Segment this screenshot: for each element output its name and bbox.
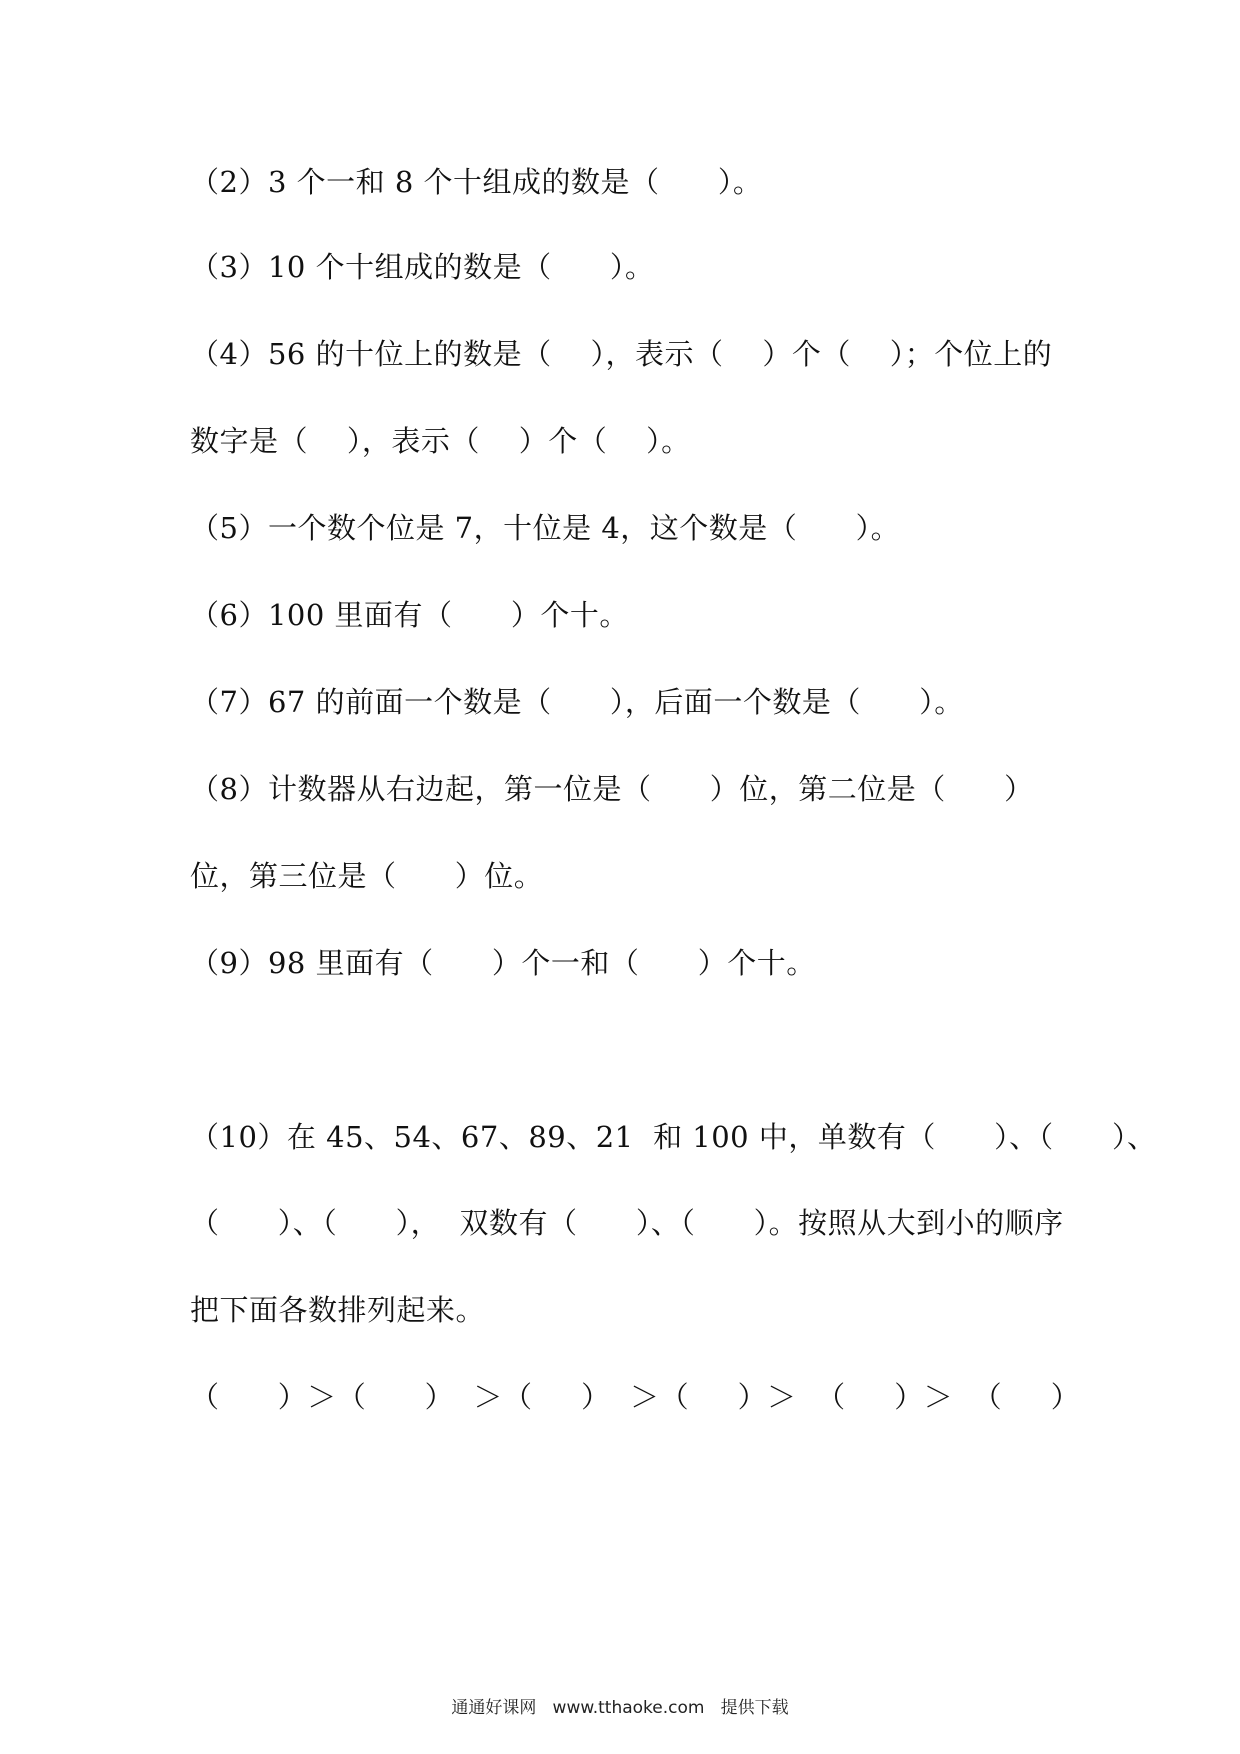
question-10-line-2: （ ）、（ ）， 双数有（ ）、（ ）。按照从大到小的顺序 — [190, 1206, 1064, 1240]
question-4-line-2: 数字是（ ），表示（ ）个（ ）。 — [190, 424, 691, 458]
question-8-line-1: （8）计数器从右边起，第一位是（ ）位，第二位是（ ） — [190, 772, 1034, 806]
question-5: （5）一个数个位是 7，十位是 4，这个数是（ ）。 — [190, 511, 901, 545]
ordering-blanks: （ ）＞（ ） ＞（ ） ＞（ ）＞ （ ）＞ （ ） — [190, 1380, 1081, 1414]
question-2: （2）3 个一和 8 个十组成的数是（ ）。 — [190, 165, 763, 199]
question-3: （3）10 个十组成的数是（ ）。 — [190, 250, 655, 284]
question-10-line-1: （10）在 45、54、67、89、21 和 100 中，单数有（ ）、（ ）、 — [190, 1120, 1157, 1154]
question-7: （7）67 的前面一个数是（ ），后面一个数是（ ）。 — [190, 685, 964, 719]
question-8-line-2: 位，第三位是（ ）位。 — [190, 859, 544, 893]
page-footer: 通通好课网 www.tthaoke.com 提供下载 — [451, 1698, 789, 1718]
question-9: （9）98 里面有（ ）个一和（ ）个十。 — [190, 946, 816, 980]
question-6: （6）100 里面有（ ）个十。 — [190, 598, 629, 632]
question-4-line-1: （4）56 的十位上的数是（ ），表示（ ）个（ ）；个位上的 — [190, 337, 1053, 371]
question-10-line-3: 把下面各数排列起来。 — [190, 1293, 486, 1327]
